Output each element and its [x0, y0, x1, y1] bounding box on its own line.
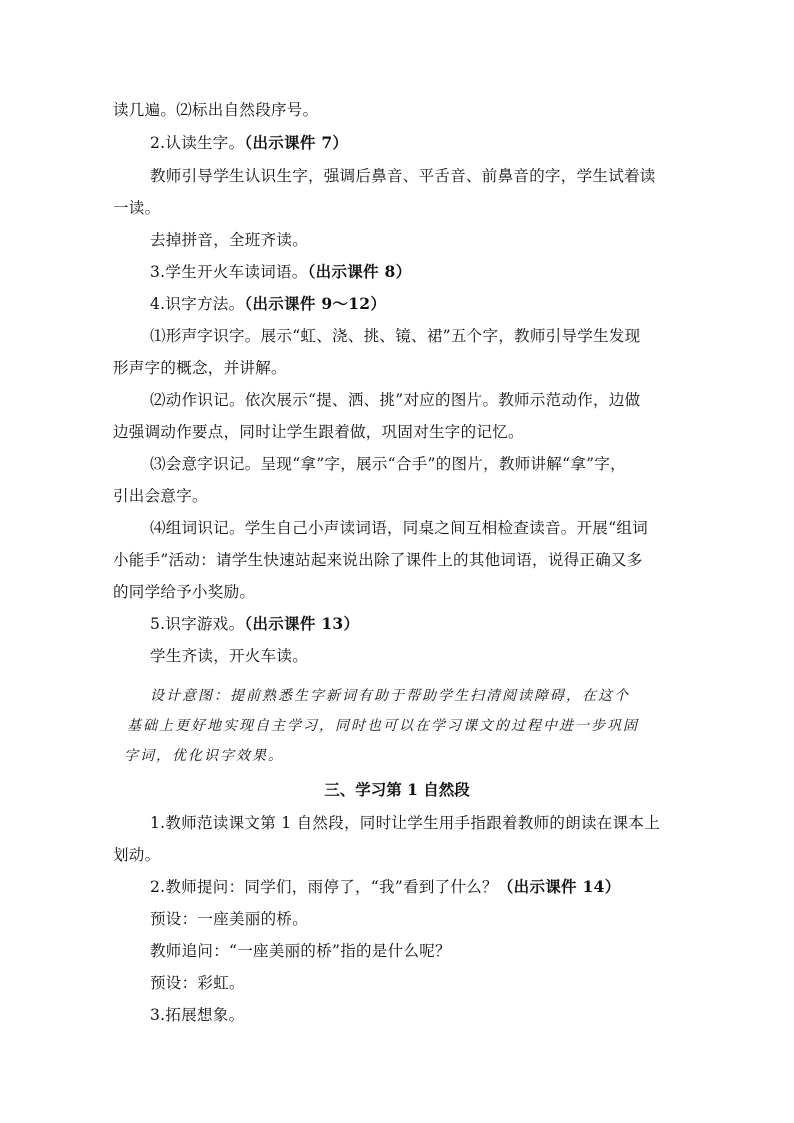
line-text: ⑵动作识记。依次展示“提、洒、挑”对应的图片。教师示范动作，边做 — [150, 391, 641, 409]
paragraph-line — [150, 230, 308, 250]
line-text: 读几遍。⑵标出自然段序号。 — [113, 101, 319, 119]
courseware-ref: （出示课件 14） — [497, 877, 621, 896]
line-text: 去掉拼音，全班齐读。 — [150, 231, 309, 249]
line-text: ⑶会意字识记。呈现“拿”字，展示“合手”的图片，教师讲解“拿”字， — [150, 455, 626, 473]
courseware-ref: （出示课件 7） — [244, 133, 349, 152]
paragraph-line — [150, 518, 648, 538]
paragraph-line — [113, 358, 287, 378]
line-text: 划动。 — [113, 846, 161, 864]
courseware-ref: （出示课件 13） — [244, 614, 360, 633]
paragraph-line — [150, 133, 348, 153]
line-text: 5.识字游戏。 — [150, 615, 245, 633]
line-text: ⑴形声字识字。展示“虹、浇、挑、镜、裙”五个字，教师引导学生发现 — [150, 327, 641, 345]
line-text: 3.学生开火车读词语。 — [150, 263, 308, 281]
paragraph-line — [150, 390, 640, 410]
paragraph-line — [150, 166, 656, 186]
line-text: 2.认读生字。 — [150, 134, 245, 152]
line-text: 教师追问：“一座美丽的桥”指的是什么呢？ — [150, 942, 451, 960]
line-text: ⑷组词识记。学生自己小声读词语，同桌之间互相检查读音。开展“组词 — [150, 519, 649, 537]
line-text: 预设：彩虹。 — [150, 974, 245, 992]
paragraph-line — [113, 582, 255, 602]
line-text: 形声字的概念，并讲解。 — [113, 359, 287, 377]
line-text: 2.教师提问：同学们，雨停了，“我”看到了什么？ — [150, 878, 498, 896]
paragraph-line — [150, 941, 451, 961]
paragraph-line — [113, 100, 318, 120]
paragraph-line — [113, 550, 643, 570]
line-text: 1.教师范读课文第 1 自然段，同时让学生用手指跟着教师的朗读在课本上 — [150, 814, 661, 832]
paragraph-line — [113, 198, 160, 218]
paragraph-line — [150, 877, 621, 897]
line-text: 教师引导学生认识生字，强调后鼻音、平舌音、前鼻音的字，学生试着读 — [150, 167, 656, 185]
paragraph-line — [150, 614, 359, 634]
line-text: 的同学给予小奖励。 — [113, 583, 256, 601]
line-text: 一读。 — [113, 199, 161, 217]
paragraph-line — [150, 813, 660, 833]
paragraph-line — [150, 326, 640, 346]
section-heading: 三、学习第 1 自然段 — [324, 780, 470, 799]
paragraph-line — [150, 294, 386, 314]
courseware-ref: （出示课件 8） — [307, 262, 412, 281]
line-text: 3.拓展想象。 — [150, 1006, 245, 1024]
design-note-line: 设计意图：提前熟悉生字新词有助于帮助学生扫清阅读障碍，在这个 — [150, 688, 630, 704]
design-note-line: 字词，优化识字效果。 — [124, 748, 284, 764]
courseware-ref: （出示课件 9～12） — [244, 294, 387, 313]
line-text: 学生齐读，开火车读。 — [150, 647, 309, 665]
line-text: 预设：一座美丽的桥。 — [150, 910, 309, 928]
line-text: 小能手”活动：请学生快速站起来说出除了课件上的其他词语，说得正确又多 — [113, 551, 643, 569]
paragraph-line — [150, 909, 308, 929]
paragraph-line — [113, 845, 160, 865]
line-text: 引出会意字。 — [113, 487, 208, 505]
line-text: 4.识字方法。 — [150, 295, 245, 313]
paragraph-line — [113, 422, 524, 442]
paragraph-line — [150, 973, 245, 993]
design-note-line: 基础上更好地实现自主学习，同时也可以在学习课文的过程中进一步巩固 — [127, 718, 639, 734]
paragraph-line — [150, 1005, 244, 1025]
paragraph-line — [113, 486, 208, 506]
paragraph-line — [150, 454, 626, 474]
paragraph-line — [150, 262, 411, 282]
line-text: 边强调动作要点，同时让学生跟着做，巩固对生字的记忆。 — [113, 423, 524, 441]
paragraph-line — [150, 646, 308, 666]
